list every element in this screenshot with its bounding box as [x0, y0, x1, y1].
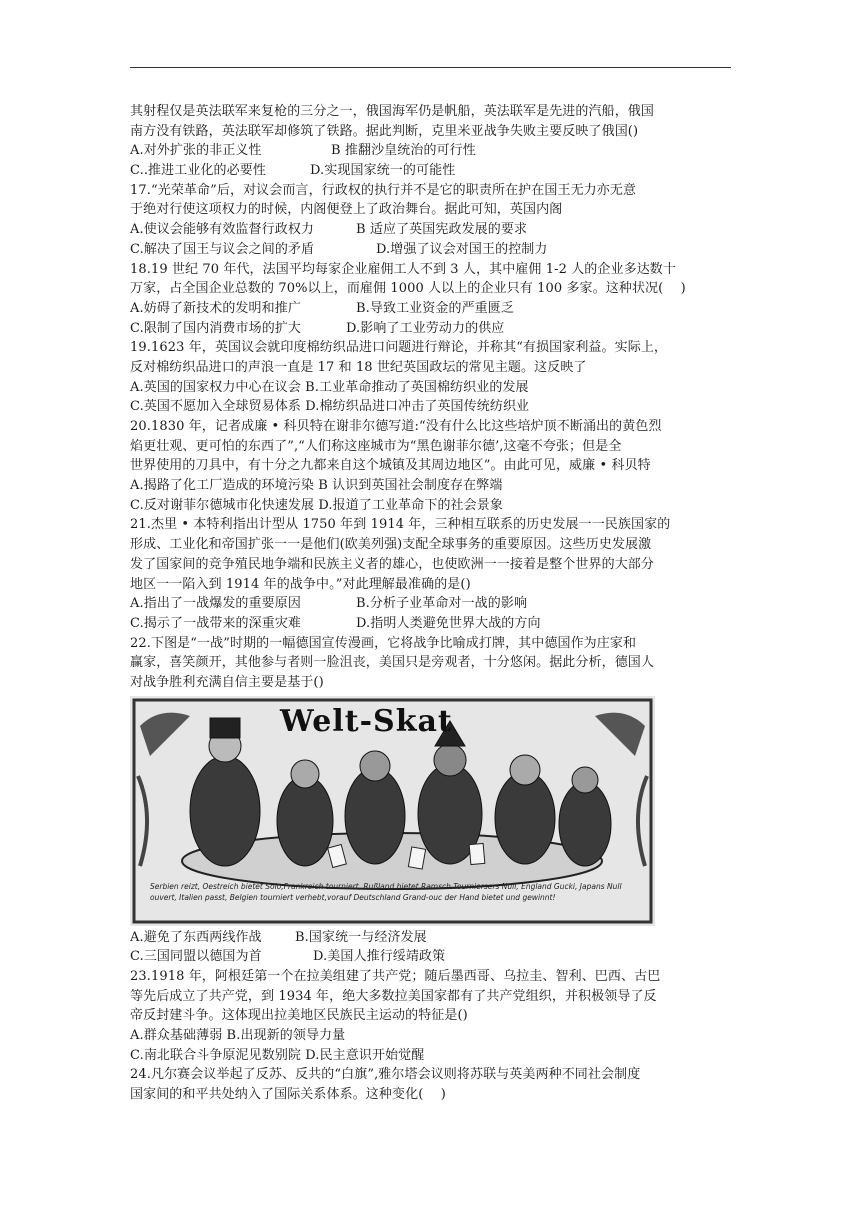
q22-option-d: D.美国人推行绥靖政策: [313, 949, 446, 965]
cartoon-title: Welt-Skat: [280, 703, 453, 739]
q17-options-row-1: [130, 220, 731, 240]
q16-stem-line-2: 南方没有铁路，英法联军却修筑了铁路。据此判断，克里米亚战争失败主要反映了俄国(): [130, 123, 639, 139]
q17-option-a: A.使议会能够有效监督行政权力: [130, 222, 315, 238]
q22-option-a: A.避免了东西两线作战: [130, 929, 262, 945]
q22-stem-line-3: 对战争胜利充满自信主要是基于(): [130, 674, 324, 690]
q24-stem-line-2: 国家间的和平共处纳入了国际关系体系。这种变化( ): [130, 1087, 446, 1103]
q17-option-b: B 适应了英国宪政发展的要求: [356, 222, 528, 238]
q22-options-row-1: [130, 928, 731, 948]
q17-option-c: C.解决了国王与议会之间的矛盾: [130, 241, 315, 257]
q23-stem-line-1: 23.1918 年，阿根廷第一个在拉美组建了共产党；随后墨西哥、乌拉圭、智利、巴西、古巴: [130, 969, 661, 984]
q19-stem-line-1: 19.1623 年，英国议会就印度棉纺织品进口问题进行辩论，并称其“有损国家利益。实际上，: [130, 340, 668, 356]
q21-stem-line-3: 发了国家间的竞争殖民地争端和民族主义者的雄心，也使欧洲一一接着是整个世界的大部分: [130, 556, 655, 572]
header-rule: [130, 67, 731, 68]
q18-option-c: C.限制了国内消费市场的扩大: [130, 320, 302, 336]
q21-stem-line-4: 地区一一陷入到 1914 年的战争中。”对此理解最准确的是(): [130, 576, 471, 592]
welt-skat-cartoon: [130, 696, 655, 926]
q21-option-d: D.指明人类避免世界大战的方向: [356, 615, 541, 631]
q24-stem-line-1: 24.凡尔赛会议举起了反苏、反共的“白旗”,雅尔塔会议则将苏联与英美两种不同社会制度: [130, 1067, 641, 1083]
q17-option-d: D.增强了议会对国王的控制力: [376, 241, 548, 257]
q18-option-a: A.妨碍了新技术的发明和推广: [130, 300, 301, 316]
q22-stem-line-2: 赢家，喜笑颜开，其他参与者则一脸沮丧，美国只是旁观者，十分悠闲。据此分析，德国人: [130, 655, 655, 671]
q20-stem-line-2: 焰更壮观、更可怕的东西了”,“人们称这座城市为“黑色谢菲尔德’,这毫不夸张；但是全: [130, 438, 622, 454]
q19-options-row-2: C.英国不愿加入全球贸易体系 D.棉纺织品进口冲击了英国传统纺织业: [130, 399, 530, 415]
q19-stem-line-2: 反对棉纺织品进口的声浪一直是 17 和 18 世纪英国政坛的常见主题。这反映了: [130, 359, 587, 375]
q16-option-a: A.对外扩张的非正义性: [130, 143, 262, 159]
q20-options-row-2: C.反对谢菲尔德城市化快速发展 D.报道了工业革命下的社会景象: [130, 497, 503, 513]
q18-option-b: B.导致工业资金的严重匮乏: [356, 300, 514, 316]
q16-options-row-2: [130, 161, 731, 181]
q18-option-d: D.影响了工业劳动力的供应: [346, 320, 505, 336]
q21-stem-line-2: 形成、工业化和帝国扩张一一是他们(欧美列强)支配全球事务的重要原因。这些历史发展激: [130, 537, 652, 553]
exam-page: [130, 102, 731, 1105]
q18-stem-line-2: 万家，占全国企业总数的 70%以上，而雇佣 1000 人以上的企业只有 100 多家。这种状况( ): [130, 281, 686, 297]
q22-option-b: B.国家统一与经济发展: [295, 929, 427, 945]
q16-option-d: D.实现国家统一的可能性: [310, 163, 456, 179]
q16-option-c: C..推进工业化的必要性: [130, 163, 266, 179]
q21-option-b: B.分析子业革命对一战的影响: [356, 596, 528, 612]
q21-options-row-1: [130, 594, 731, 614]
q16-option-b: B 推翻沙皇统治的可行性: [331, 143, 476, 159]
q16-options-row-1: [130, 141, 731, 161]
q21-options-row-2: [130, 614, 731, 634]
q17-stem-line-2: 于绝对行使这项权力的时候，内阁便登上了政治舞台。据此可知，英国内阁: [130, 202, 563, 218]
q21-option-a: A.指出了一战爆发的重要原因: [130, 596, 301, 612]
q23-stem-line-2: 等先后成立了共产党，到 1934 年，绝大多数拉美国家都有了共产党组织，并积极领导了反: [130, 988, 657, 1004]
q20-stem-line-1: 20.1830 年，记者成廉 • 科贝特在谢非尔德写道:“没有什么比这些培炉顶不断涌出的黄色烈: [130, 419, 662, 434]
q17-options-row-2: [130, 240, 731, 260]
q18-options-row-1: [130, 299, 731, 319]
q19-options-row-1: A.英国的国家权力中心在议会 B.工业革命推动了英国棉纺织业的发展: [130, 379, 529, 395]
q18-options-row-2: [130, 319, 731, 339]
q21-stem-line-1: 21.杰里 • 本特利指出计型从 1750 年到 1914 年，三种相互联系的历史发展一一民族国家的: [130, 517, 671, 533]
q21-option-c: C.揭示了一战带来的深重灾难: [130, 615, 302, 631]
q17-stem-line-1: 17.“光荣革命”后，对议会而言，行政权的执行并不是它的职责所在护在国王无力亦无意: [130, 182, 637, 198]
cartoon-caption: Serbien reizt, Oestreich bietet Solo,Frankreich tourniert, Rußland bietet Ramsch Tourniersers Null, England Gucki, Japans Null ouvert, Italien passt, Belgien tourniert verhebt,vorauf Deutschland Grand-ouc der Hand bietet und gewinnt!: [150, 881, 622, 902]
q20-options-row-1: A.揭路了化工厂造成的环境污染 B 认识到英国社会制度存在弊端: [130, 478, 503, 494]
q16-stem-line-1: 其射程仅是英法联军来复枪的三分之一，俄国海军仍是帆船，英法联军是先进的汽船，俄国: [130, 104, 655, 119]
q18-stem-line-1: 18.19 世纪 70 年代，法国平均每家企业雇佣工人不到 3 人，其中雇佣 1-2 人的企业多达数十: [130, 261, 676, 277]
q23-stem-line-3: 帝反封建斗争。这体现出拉美地区民族民主运动的特征是(): [130, 1008, 468, 1024]
q20-stem-line-3: 世界使用的刀具中，有十分之九都来自这个城镇及其周边地区”。由此可见，威廉 • 科贝特: [130, 458, 651, 474]
q22-option-c: C.三国同盟以德国为首: [130, 949, 262, 965]
q23-options-row-2: C.南北联合斗争原泥见数别院 D.民主意识开始觉醒: [130, 1047, 425, 1063]
q22-stem-line-1: 22.下图是“一战”时期的一幅德国宣传漫画，它将战争比喻成打牌，其中德国作为庄家和: [130, 635, 637, 651]
q22-options-row-2: [130, 947, 731, 967]
q23-options-row-1: A.群众基础薄弱 B.出现新的领导力量: [130, 1028, 346, 1044]
